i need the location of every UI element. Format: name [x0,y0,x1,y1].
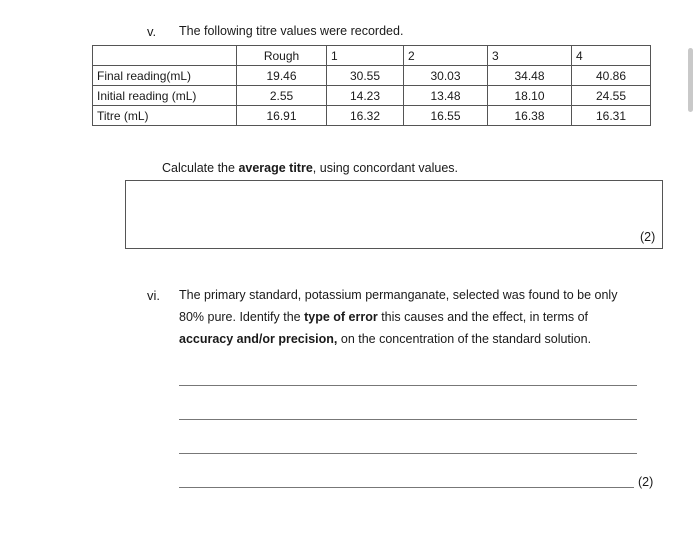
table-cell: 16.31 [572,106,651,126]
titre-table [92,45,651,126]
table-cell: 18.10 [488,86,572,106]
question-v-marks: (2) [640,230,656,244]
table-header-row [93,46,651,66]
line3-text-end: on the concentration of the standard solution. [337,332,592,346]
question-v-prompt [162,161,458,175]
table-cell: 30.03 [404,66,488,86]
question-vi-number: vi. [147,288,160,303]
table-cell: 19.46 [237,66,327,86]
row-label: Final reading(mL) [93,66,237,86]
table-cell: 24.55 [572,86,651,106]
table-cell: 14.23 [327,86,404,106]
header-cell-2: 2 [404,46,488,66]
table-cell: 16.55 [404,106,488,126]
header-cell-rough: Rough [237,46,327,66]
table-row [93,106,651,126]
table-cell: 2.55 [237,86,327,106]
scrollbar[interactable] [688,48,693,112]
question-vi-line2 [179,310,588,324]
answer-line-3[interactable] [179,453,637,454]
table-cell: 34.48 [488,66,572,86]
table-row [93,86,651,106]
line2-text: 80% pure. Identify the [179,310,305,324]
answer-box[interactable] [125,180,663,249]
table-cell: 40.86 [572,66,651,86]
table-cell: 16.38 [488,106,572,126]
row-label: Initial reading (mL) [93,86,237,106]
answer-line-2[interactable] [179,419,637,420]
row-label: Titre (mL) [93,106,237,126]
table-cell: 13.48 [404,86,488,106]
line2-text-end: this causes and the effect, in terms of [377,310,589,324]
prompt-bold-term: average titre [238,161,313,175]
table-cell: 30.55 [327,66,404,86]
header-cell-empty [93,46,237,66]
prompt-text-end: , using concordant values. [312,161,459,175]
question-vi-line3 [179,332,591,346]
header-cell-4: 4 [572,46,651,66]
question-v-number: v. [147,24,157,39]
header-cell-1: 1 [327,46,404,66]
line3-bold-term: accuracy and/or precision, [179,332,338,346]
question-vi-line1: The primary standard, potassium permanganate, selected was found to be only [179,288,618,302]
table-cell: 16.32 [327,106,404,126]
answer-line-1[interactable] [179,385,637,386]
table-row [93,66,651,86]
question-vi-marks: (2) [638,475,654,489]
question-v-intro: The following titre values were recorded. [179,24,404,38]
table-cell: 16.91 [237,106,327,126]
header-cell-3: 3 [488,46,572,66]
answer-line-4[interactable] [179,487,634,488]
prompt-text: Calculate the [162,161,239,175]
line2-bold-term: type of error [304,310,378,324]
